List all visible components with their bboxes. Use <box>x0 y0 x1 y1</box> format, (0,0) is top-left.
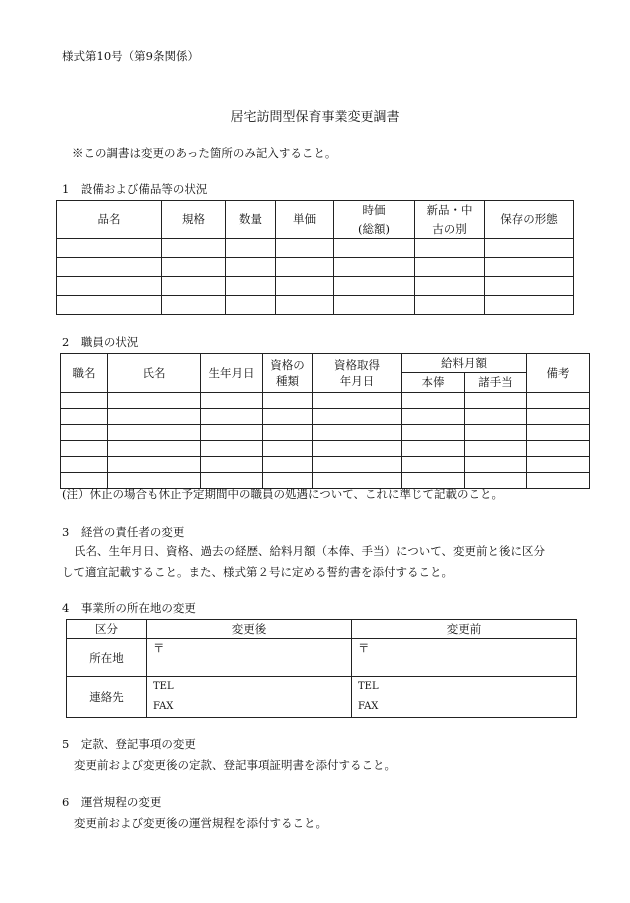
header-new-used: 新品・中 古の別 <box>415 201 485 239</box>
table-row <box>57 239 574 258</box>
section1-heading: 1 設備および備品等の状況 <box>62 182 208 196</box>
table-row <box>57 277 574 296</box>
header-name: 氏名 <box>108 354 201 393</box>
table-row <box>57 296 574 315</box>
address-label: 所在地 <box>67 639 147 677</box>
header-item-name: 品名 <box>57 201 162 239</box>
header-salary: 給料月額 <box>402 354 527 373</box>
section5-body: 変更前および変更後の定款、登記事項証明書を添付すること。 <box>74 758 396 772</box>
contact-label: 連絡先 <box>67 677 147 718</box>
section6-body: 変更前および変更後の運営規程を添付すること。 <box>74 816 327 830</box>
form-number: 様式第10号（第9条関係） <box>62 49 199 63</box>
document-title: 居宅訪問型保育事業変更調書 <box>230 110 400 125</box>
header-quantity: 数量 <box>226 201 276 239</box>
address-after-cell <box>147 639 352 677</box>
table-row <box>61 440 590 456</box>
header-post: 職名 <box>61 354 108 393</box>
office-location-table <box>66 619 577 718</box>
address-row <box>67 639 577 677</box>
postal-mark-before: 〒 <box>358 641 370 656</box>
tel-after-label: TEL <box>153 681 174 693</box>
equipment-header-row <box>57 201 574 239</box>
header-before-change: 変更前 <box>352 620 577 639</box>
header-remarks: 備考 <box>527 354 590 393</box>
table-row <box>61 408 590 424</box>
header-spec: 規格 <box>162 201 226 239</box>
header-base-salary: 本俸 <box>402 373 465 392</box>
table-row <box>61 424 590 440</box>
tel-before-label: TEL <box>358 681 379 693</box>
equipment-table <box>56 200 574 315</box>
header-market-value: 時価 (総額) <box>334 201 415 239</box>
section6-heading: 6 運営規程の変更 <box>62 795 162 809</box>
table-row <box>61 456 590 472</box>
contact-before-cell <box>352 677 577 718</box>
section3-body <box>62 541 582 583</box>
section5-heading: 5 定款、登記事項の変更 <box>62 737 196 751</box>
header-category: 区分 <box>67 620 147 639</box>
staff-table <box>60 353 590 489</box>
location-header-row <box>67 620 577 639</box>
table-row <box>61 392 590 408</box>
header-after-change: 変更後 <box>147 620 352 639</box>
section2-heading: 2 職員の状況 <box>62 335 139 349</box>
top-note: ※この調書は変更のあった箇所のみ記入すること。 <box>72 146 337 160</box>
section4-heading: 4 事業所の所在地の変更 <box>62 601 196 615</box>
staff-header-row-1 <box>61 354 590 373</box>
address-before-cell <box>352 639 577 677</box>
header-unit-price: 単価 <box>276 201 334 239</box>
fax-after-label: FAX <box>153 701 174 713</box>
contact-row <box>67 677 577 718</box>
section3-line2: して適宜記載すること。また、様式第２号に定める誓約書を添付すること。 <box>62 565 453 579</box>
header-allowance: 諸手当 <box>465 373 527 392</box>
header-storage: 保存の形態 <box>485 201 574 239</box>
staff-note: (注）休止の場合も休止予定期間中の職員の処遇について、これに準じて記載のこと。 <box>62 487 504 501</box>
postal-mark-after: 〒 <box>153 641 165 656</box>
header-birth-date: 生年月日 <box>201 354 263 393</box>
contact-after-cell <box>147 677 352 718</box>
section3-line1: 氏名、生年月日、資格、過去の経歴、給料月額（本俸、手当）について、変更前と後に区分 <box>74 544 546 558</box>
header-qualification: 資格の 種類 <box>263 354 313 393</box>
table-row <box>57 258 574 277</box>
header-qualification-date: 資格取得 年月日 <box>313 354 402 393</box>
section3-heading: 3 経営の責任者の変更 <box>62 525 185 539</box>
fax-before-label: FAX <box>358 701 379 713</box>
